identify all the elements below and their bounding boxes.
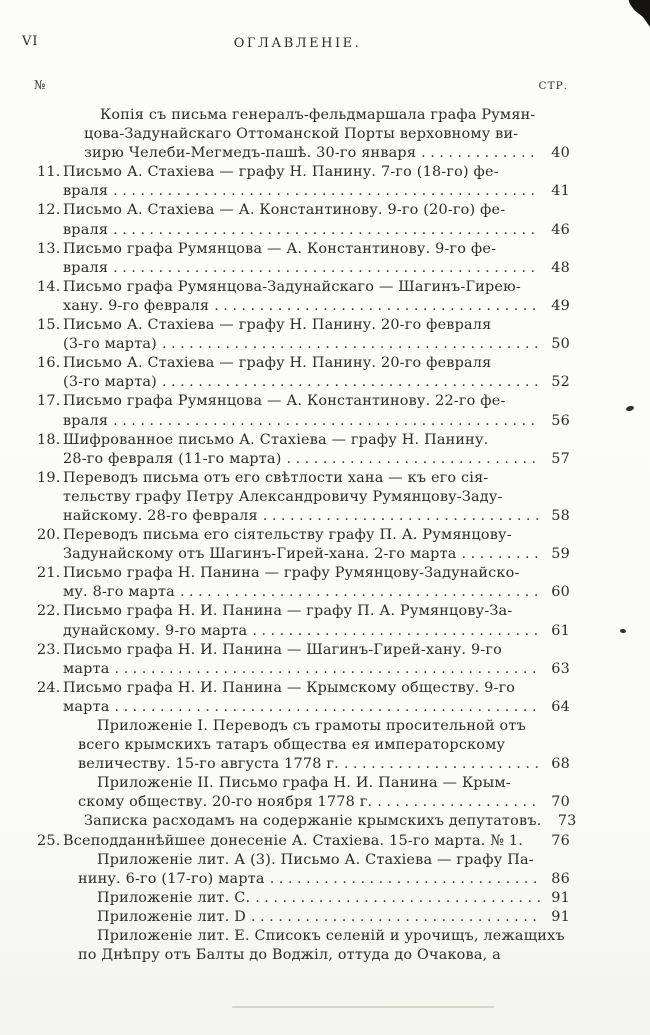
dot-leader <box>252 622 540 641</box>
entry-page-number: 86 <box>551 870 570 887</box>
entry-line <box>97 889 570 908</box>
entry-line: Приложеніе лит. Е. Списокъ селеній и урочищъ, лежащихъ <box>97 928 565 945</box>
entry-line: Копія съ письма генералъ-фельдмаршала графа Румян- <box>100 107 536 123</box>
dot-leader <box>377 793 540 812</box>
entry-line <box>78 755 570 774</box>
entry-lines <box>84 812 577 831</box>
entry-page-number: 68 <box>551 756 570 773</box>
entry-line <box>78 793 570 812</box>
column-header-page: СТР. <box>538 80 568 92</box>
toc-entry <box>30 392 570 430</box>
entry-line <box>63 450 570 469</box>
entry-lines <box>63 641 570 679</box>
dot-leader <box>287 450 540 469</box>
entry-text: му. 8-го марта <box>63 584 175 601</box>
entry-text: 28-го февраля (11-го марта) <box>63 450 282 467</box>
entry-line: Письмо графа Н. И. Панина — Крымскому обществу. 9-го <box>63 679 516 696</box>
entry-line: тельству графу Петру Александровичу Румянцову-Заду- <box>63 488 503 505</box>
entry-text: (3-го марта) <box>63 374 157 391</box>
entry-line <box>63 832 570 851</box>
entry-lines <box>63 564 570 602</box>
entry-lines <box>78 774 570 812</box>
toc-entry <box>30 774 570 812</box>
entry-text: зирю Челеби-Мегмедъ-пашѣ. 30-го января <box>84 145 417 162</box>
entry-line: Письмо А. Стахіева — А. Константинову. 9-го (20-го) фе- <box>63 202 506 219</box>
page-header <box>0 0 650 100</box>
entry-page-number: 52 <box>551 374 570 391</box>
toc-entry <box>30 832 570 851</box>
dot-leader <box>180 583 540 602</box>
entry-line <box>63 698 570 717</box>
toc-entry <box>30 717 570 774</box>
entry-lines <box>63 278 570 316</box>
entry-line: Приложеніе I. Переводъ съ грамоты просительной отъ <box>97 718 526 734</box>
entry-line: цова-Задунайскаго Оттоманской Порты верховному ви- <box>84 126 519 143</box>
toc-entry <box>30 851 570 889</box>
entry-number: 15. <box>37 317 61 334</box>
entry-line: Переводъ письма его сіятельству графу П. А. Румянцову- <box>63 527 512 544</box>
entry-lines <box>63 392 570 430</box>
dot-leader <box>344 755 540 774</box>
entry-line: Письмо А. Стахіева — графу Н. Панину. 20-го февраля <box>63 317 492 334</box>
entry-page-number: 49 <box>551 297 570 314</box>
entry-text: враля <box>63 221 109 238</box>
entry-line: Переводъ письма отъ его свѣтлости хана — къ его сія- <box>63 469 489 486</box>
entry-page-number: 73 <box>557 813 577 830</box>
entry-page-number: 40 <box>551 145 570 162</box>
entry-lines <box>63 201 570 239</box>
entry-lines <box>78 889 570 908</box>
dot-leader <box>421 144 540 163</box>
toc-entry <box>30 564 570 602</box>
entry-line <box>84 812 577 831</box>
entry-lines <box>63 163 570 201</box>
dot-leader <box>251 908 540 927</box>
entry-page-number: 91 <box>551 889 570 906</box>
entry-line: Письмо графа Н. И. Панина — Шагинъ-Гирей-хану. 9-го <box>63 641 503 658</box>
entry-line <box>63 259 570 278</box>
entry-lines <box>63 469 570 526</box>
entry-line <box>84 144 570 163</box>
dot-leader <box>113 412 540 431</box>
page-number-roman: VI <box>22 34 39 49</box>
toc-entry <box>30 431 570 469</box>
dot-leader <box>162 373 540 392</box>
entry-text: (3-го марта) <box>63 336 157 353</box>
entry-line: всего крымскихъ татаръ общества ея императорскому <box>78 737 506 754</box>
dot-leader <box>113 259 540 278</box>
entry-lines <box>78 927 570 965</box>
dot-leader <box>113 221 540 240</box>
entry-text: Задунайскому отъ Шагинъ-Гирей-хана. 2-го марта <box>63 546 457 563</box>
dot-leader <box>263 507 540 526</box>
entry-line <box>63 622 570 641</box>
entry-lines <box>63 602 570 640</box>
entry-line <box>63 660 570 679</box>
entry-page-number: 76 <box>551 832 570 849</box>
entry-line <box>63 373 570 392</box>
entry-line: по Днѣпру отъ Балты до Воджіл, оттуда до Очакова, а <box>78 947 501 964</box>
entry-lines <box>84 106 570 163</box>
entry-text: дунайскому. 9-го марта <box>63 622 248 639</box>
entry-text: марта <box>63 660 110 677</box>
dot-leader <box>214 297 540 316</box>
toc-entry <box>30 354 570 392</box>
entry-page-number: 46 <box>551 221 570 238</box>
entry-page-number: 56 <box>551 412 570 429</box>
entry-number: 17. <box>37 393 61 410</box>
entry-page-number: 59 <box>551 546 570 563</box>
entry-number: 14. <box>37 278 61 295</box>
toc-entry <box>30 469 570 526</box>
dot-leader <box>115 660 540 679</box>
entry-lines <box>63 240 570 278</box>
entry-line <box>97 908 570 927</box>
toc-entry <box>30 278 570 316</box>
entry-page-number: 91 <box>551 908 570 925</box>
column-header-number: № <box>34 78 46 92</box>
toc-entry <box>30 163 570 201</box>
entry-lines <box>78 908 570 927</box>
page-title: ОГЛАВЛЕНІЕ. <box>233 36 362 51</box>
toc-entry <box>30 240 570 278</box>
entry-lines <box>63 832 570 851</box>
entry-page-number: 64 <box>551 698 570 715</box>
entry-line: Письмо графа Н. Панина — графу Румянцову-Задунайско- <box>63 565 520 582</box>
entry-line: Письмо графа Н. И. Панина — графу П. А. Румянцову-За- <box>63 603 513 620</box>
dot-leader <box>255 889 540 908</box>
dot-leader <box>270 870 540 889</box>
scan-artifact-line <box>232 1006 494 1008</box>
toc-entry <box>30 679 570 717</box>
entry-number: 11. <box>37 164 61 181</box>
entry-page-number: 57 <box>551 450 570 467</box>
entry-text: величеству. 15-го августа 1778 г. <box>78 756 339 773</box>
toc-entry <box>30 889 570 908</box>
entry-page-number: 50 <box>551 336 570 353</box>
entry-text: хану. 9-го февраля <box>63 297 210 314</box>
entry-number: 20. <box>37 527 61 544</box>
entry-text: найскому. 28-го февраля <box>63 507 258 524</box>
entry-line: Письмо А. Стахіева — графу Н. Панину. 7-го (18-го) фе- <box>63 164 499 181</box>
entry-line: Письмо графа Румянцова — А. Константинову. 9-го фе- <box>63 240 497 257</box>
entry-text: Всеподданнѣйшее донесеніе А. Стахіева. 15-го марта. № 1. <box>63 832 524 849</box>
entry-text: Приложеніе лит. С. <box>97 889 251 906</box>
dot-leader <box>113 182 540 201</box>
entry-line <box>63 583 570 602</box>
entry-line: Письмо А. Стахіева — графу Н. Панину. 20-го февраля <box>63 355 492 372</box>
entry-text: Записка расходамъ на содержаніе крымскихъ депутатовъ. <box>84 813 542 830</box>
entry-page-number: 61 <box>551 622 570 639</box>
entry-lines <box>63 354 570 392</box>
toc-entry <box>30 316 570 354</box>
entry-line <box>63 545 570 564</box>
toc-entry <box>30 201 570 239</box>
toc-entry <box>30 812 577 831</box>
entry-lines <box>63 316 570 354</box>
entry-number: 25. <box>37 832 61 849</box>
entry-line <box>63 221 570 240</box>
entry-number: 24. <box>37 679 61 696</box>
entry-line: Письмо графа Румянцова — А. Константинову. 22-го фе- <box>63 393 506 410</box>
entry-text: Приложеніе лит. D <box>97 908 246 925</box>
entry-line: Письмо графа Румянцова-Задунайскаго — Шагинъ-Гирею- <box>63 278 521 295</box>
entry-page-number: 60 <box>551 584 570 601</box>
entry-number: 19. <box>37 469 61 486</box>
toc-entry <box>30 602 570 640</box>
entry-line: Шифрованное письмо А. Стахіева — графу Н. Панину. <box>63 431 489 448</box>
entry-page-number: 70 <box>551 794 570 811</box>
entry-page-number: 58 <box>551 507 570 524</box>
dot-leader <box>162 335 540 354</box>
entry-line <box>63 297 570 316</box>
entry-line <box>63 412 570 431</box>
toc-entry <box>30 106 570 163</box>
entry-text: нину. 6-го (17-го) марта <box>78 870 265 887</box>
entry-number: 18. <box>37 431 61 448</box>
entry-number: 13. <box>37 240 61 257</box>
entry-line <box>63 335 570 354</box>
entry-text: враля <box>63 412 109 429</box>
entry-line <box>63 507 570 526</box>
dot-leader <box>462 545 540 564</box>
entry-lines <box>63 431 570 469</box>
entry-lines <box>63 679 570 717</box>
entry-number: 12. <box>37 202 61 219</box>
entry-text: марта <box>63 698 110 715</box>
toc-entry <box>30 641 570 679</box>
entry-number: 22. <box>37 603 61 620</box>
toc-list <box>0 100 650 965</box>
entry-text: враля <box>63 183 109 200</box>
entry-line: Приложеніе лит. А (3). Письмо А. Стахіева — графу Па- <box>97 851 534 868</box>
entry-number: 23. <box>37 641 61 658</box>
entry-text: враля <box>63 259 109 276</box>
entry-lines <box>78 717 570 774</box>
entry-page-number: 63 <box>551 660 570 677</box>
entry-line: Приложеніе II. Письмо графа Н. И. Панина — Крым- <box>97 775 511 792</box>
dot-leader <box>115 698 540 717</box>
entry-line <box>78 870 570 889</box>
entry-page-number: 48 <box>551 259 570 276</box>
entry-text: скому обществу. 20-го ноября 1778 г. <box>78 794 373 811</box>
entry-number: 21. <box>37 565 61 582</box>
toc-entry <box>30 908 570 927</box>
toc-entry <box>30 927 570 965</box>
toc-entry <box>30 526 570 564</box>
entry-lines <box>63 526 570 564</box>
entry-page-number: 41 <box>551 183 570 200</box>
entry-line <box>63 182 570 201</box>
entry-lines <box>78 851 570 889</box>
entry-number: 16. <box>37 355 61 372</box>
